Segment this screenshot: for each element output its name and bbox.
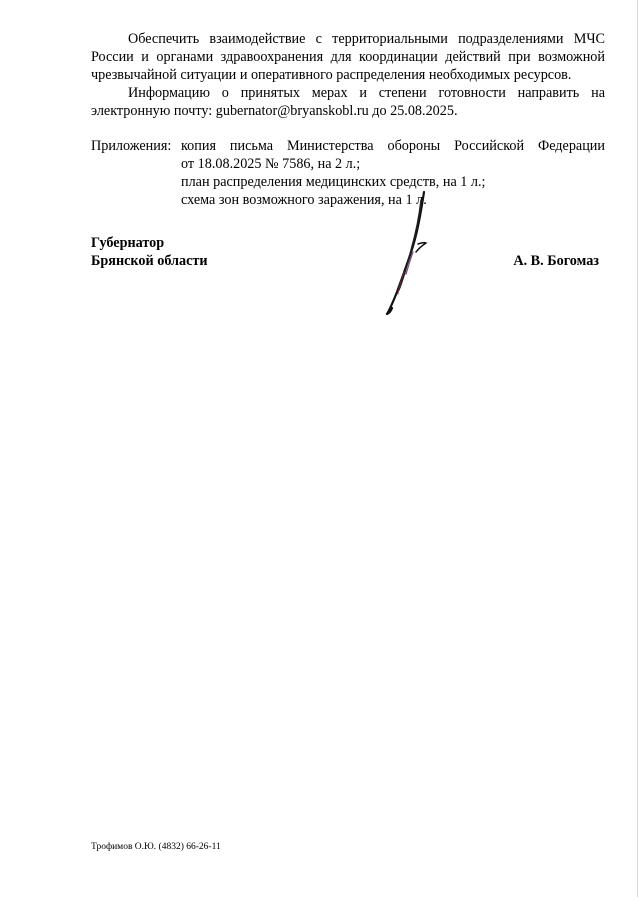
- letter-body: [91, 30, 605, 120]
- paragraph-coordination: Обеспечить взаимодействие с территориальными подразделениями МЧС России и органами здравоохранения для координации действий при возможной чрезвычайной ситуации и оперативного распределения необходимых ресурсов.: [91, 31, 605, 83]
- executor-contact: Трофимов О.Ю. (4832) 66-26-11: [91, 842, 221, 852]
- handwritten-signature: [380, 190, 430, 320]
- signature-block: [91, 234, 599, 270]
- attachment-item-1: копия письма Министерства обороны Российской Федерации: [181, 138, 605, 154]
- attachment-item-3: схема зон возможного заражения, на 1 л.: [181, 192, 427, 208]
- attachment-item-1-continued: от 18.08.2025 № 7586, на 2 л.;: [181, 156, 361, 172]
- signatory-position-line2: Брянской области: [91, 253, 208, 269]
- signatory-name: А. В. Богомаз: [513, 253, 599, 269]
- signatory-position-line1: Губернатор: [91, 235, 165, 251]
- attachment-item-2: план распределения медицинских средств, на 1 л.;: [181, 174, 486, 190]
- signature-row: [91, 252, 599, 270]
- attachments-label: Приложения:: [91, 138, 172, 154]
- attachments-first-row: [91, 137, 605, 155]
- attachments-block: [91, 137, 605, 209]
- paragraph-report-request: Информацию о принятых мерах и степени готовности направить на электронную почту: gubernator@bryanskobl.ru до 25.08.2025.: [91, 85, 605, 119]
